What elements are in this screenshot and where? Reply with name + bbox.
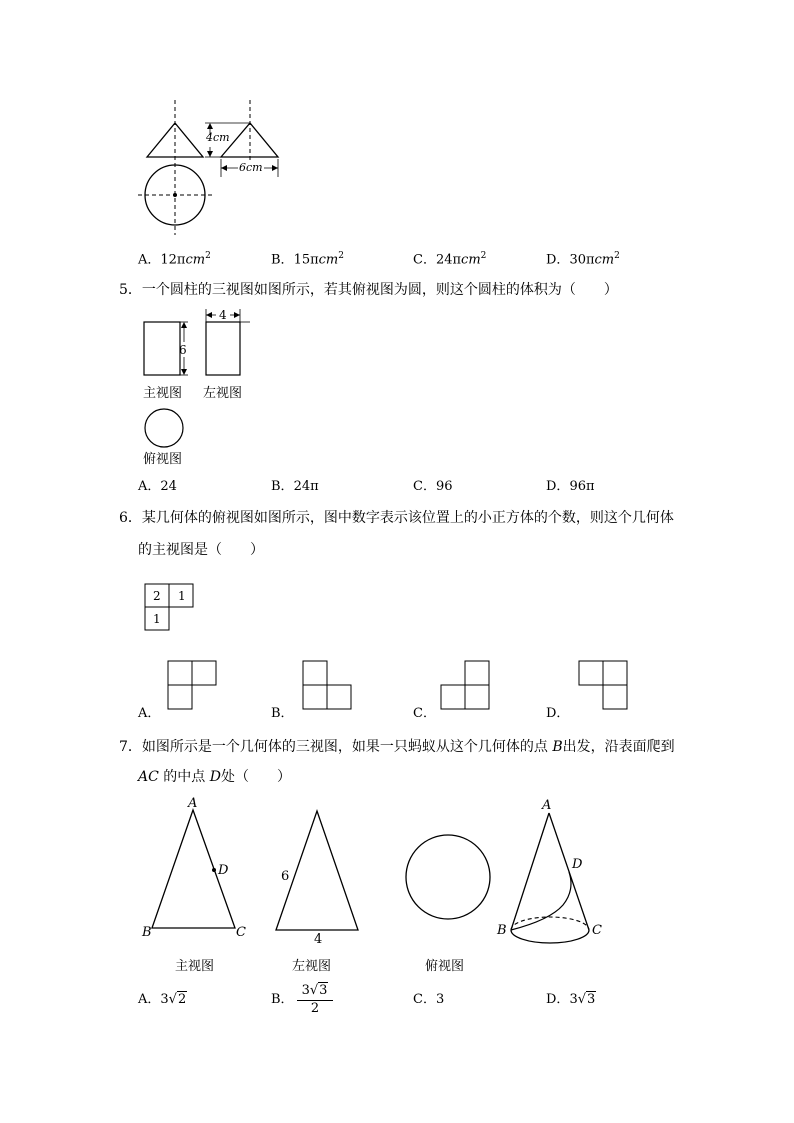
q7-option-a[interactable]: A．3√2 (138, 992, 187, 1007)
q4-three-view-figure (130, 95, 300, 240)
q7-top-view (402, 832, 494, 924)
q6-option-d[interactable]: D． (546, 706, 570, 721)
q7-label-d-cone: D (572, 857, 583, 872)
q4-option-b[interactable]: B．15πcm$^2$ (271, 251, 344, 268)
q6-option-d-figure[interactable] (578, 660, 630, 712)
q6-option-c[interactable]: C． (413, 706, 436, 721)
q7-option-b-fraction: 3√3 2 (297, 983, 333, 1016)
sqrt-symbol: √ (168, 992, 177, 1007)
q7-front-view (140, 795, 255, 945)
q6-option-b-figure[interactable] (302, 660, 354, 712)
q7-label-a-front: A (188, 796, 198, 811)
q6-stem-line2: 的主视图是（ ） (138, 542, 264, 558)
q4-width-label: 6cm (239, 161, 263, 174)
q5-height-label: 6 (179, 343, 187, 357)
q5-top-view-circle (142, 407, 186, 451)
q6-grid-bottom-left: 1 (153, 612, 161, 626)
q5-left-caption: 左视图 (203, 386, 243, 401)
q6-grid-top-left: 2 (153, 589, 161, 603)
q7-label-b-cone: B (497, 923, 507, 938)
q6-top-view-grid (144, 583, 196, 633)
q7-stem-line1: 7．如图所示是一个几何体的三视图，如果一只蚂蚁从这个几何体的点 B出发，沿表面爬到 (119, 739, 675, 755)
q6-stem-line1: 6．某几何体的俯视图如图所示，图中数字表示该位置上的小正方体的个数，则这个几何体 (119, 510, 674, 526)
q7-stem-line2: AC 的中点 D处（ ） (138, 769, 291, 785)
q5-stem: 5．一个圆柱的三视图如图所示，若其俯视图为圆，则这个圆柱的体积为（ ） (119, 282, 618, 298)
q5-front-left-views (138, 305, 258, 383)
q7-label-b-front: B (142, 925, 152, 940)
q7-label-d-front: D (218, 863, 229, 878)
q5-option-c[interactable]: C．96 (413, 479, 453, 494)
q6-option-b[interactable]: B． (271, 706, 294, 721)
q7-option-d[interactable]: D．3√3 (546, 992, 596, 1007)
q4-option-a[interactable]: A．12πcm$^2$ (138, 251, 211, 268)
q5-width-label: 4 (219, 308, 227, 322)
q7-left-six-label: 6 (281, 869, 290, 884)
q7-label-a-cone: A (542, 798, 552, 813)
q7-option-b[interactable]: B． (271, 992, 294, 1007)
q7-front-caption: 主视图 (175, 959, 215, 974)
q6-option-a-figure[interactable] (167, 660, 219, 712)
q6-grid-top-right: 1 (178, 589, 186, 603)
q6-option-c-figure[interactable] (440, 660, 492, 712)
q5-option-b[interactable]: B．24π (271, 479, 319, 494)
q5-option-a[interactable]: A．24 (138, 479, 177, 494)
q5-top-caption: 俯视图 (143, 452, 183, 467)
q7-option-c[interactable]: C．3 (413, 992, 445, 1007)
q7-top-caption: 俯视图 (425, 959, 465, 974)
q7-cone-figure (505, 805, 605, 950)
q5-front-caption: 主视图 (143, 386, 183, 401)
q7-label-c-cone: C (592, 923, 602, 938)
q5-option-d[interactable]: D．96π (546, 479, 595, 494)
q7-label-c-front: C (236, 925, 246, 940)
sqrt-symbol: √ (309, 983, 319, 998)
q7-left-caption: 左视图 (292, 959, 332, 974)
q4-option-d[interactable]: D．30πcm$^2$ (546, 251, 620, 268)
sqrt-symbol: √ (577, 992, 587, 1007)
q4-option-c[interactable]: C．24πcm$^2$ (413, 251, 487, 268)
q6-option-a[interactable]: A． (138, 706, 161, 721)
q7-left-four-label: 4 (314, 932, 323, 947)
q4-height-label: 4cm (206, 131, 230, 144)
